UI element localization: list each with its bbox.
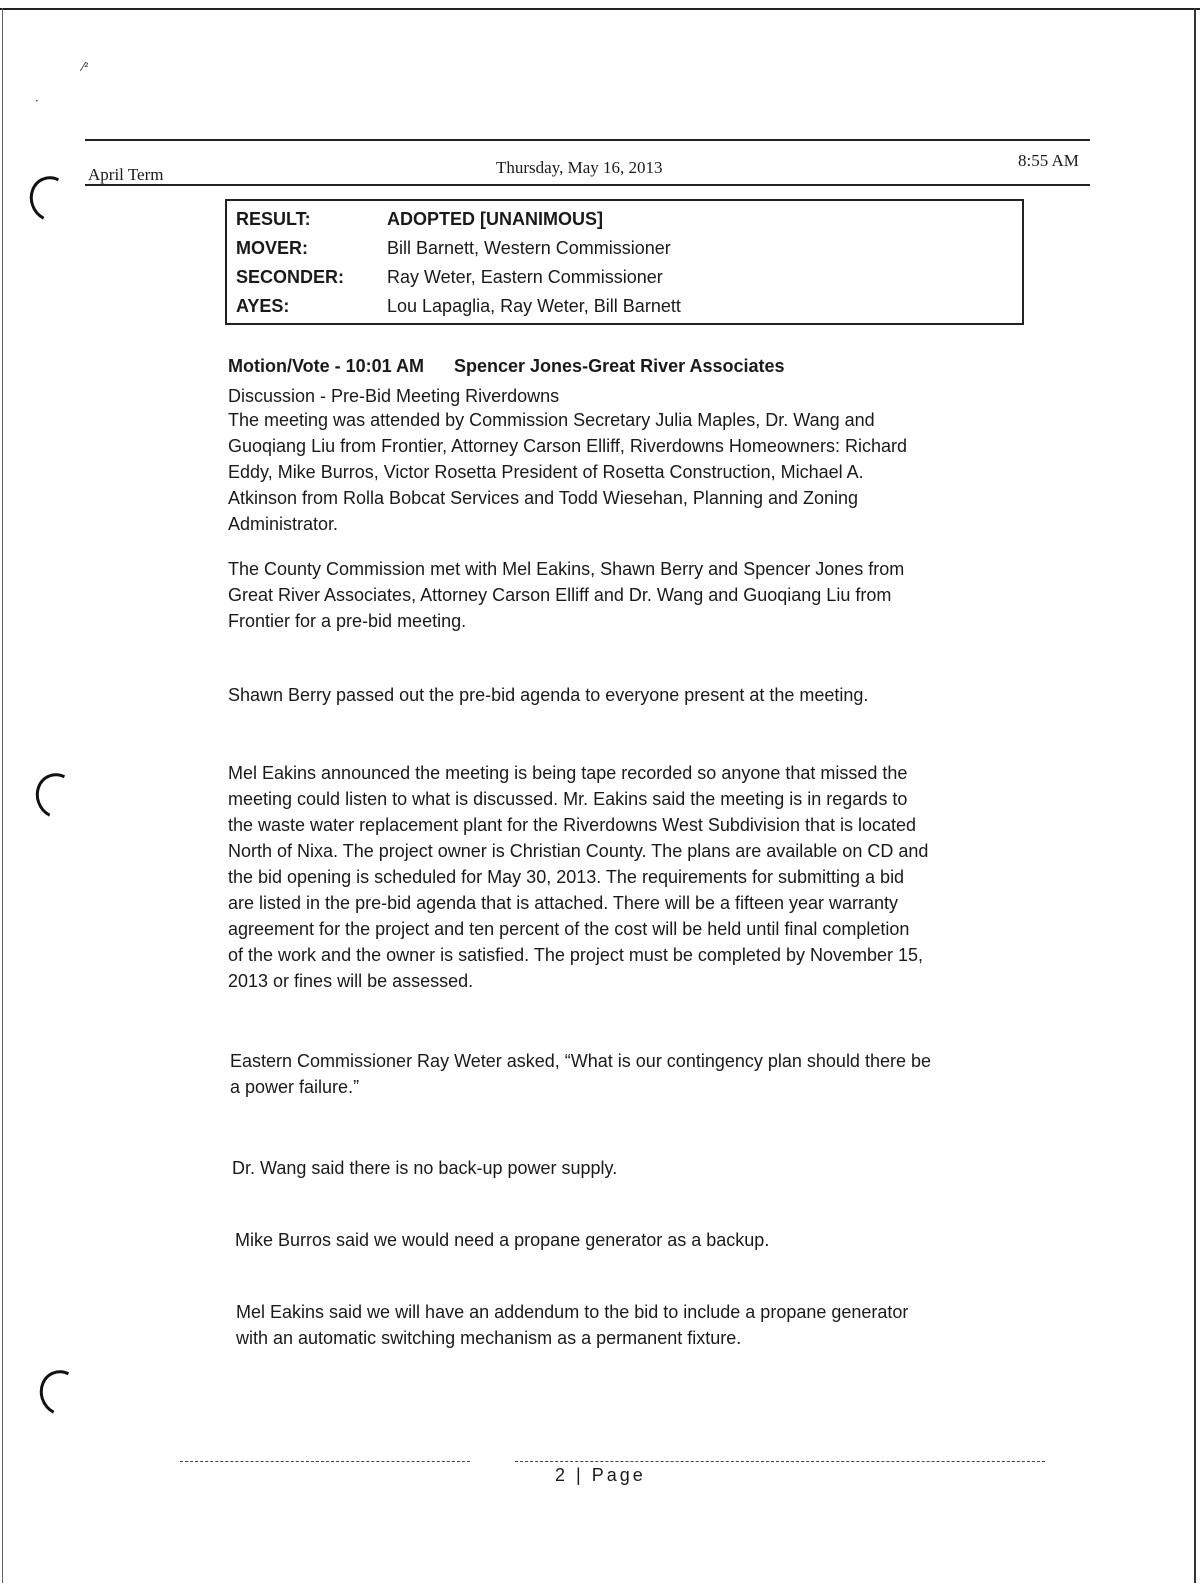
mover-row [227,238,1022,266]
mover-label: MOVER: [236,238,308,258]
ayes-row [227,296,1022,324]
footer-rule-left [180,1461,470,1462]
paragraph-attendees [228,407,907,537]
paragraph-weter-question [230,1048,931,1100]
header-rule-bottom [85,184,1090,186]
text-line: 2013 or fines will be assessed. [228,971,474,991]
motion-label: Motion/Vote - 10:01 AM [228,356,425,376]
text-line: the waste water replacement plant for the Riverdowns West Subdivision that is located [228,815,917,835]
paragraph-wang [232,1155,617,1181]
text-line: Mel Eakins announced the meeting is being tape recorded so anyone that missed the [228,763,908,783]
page-number: 2 | Page [555,1465,646,1485]
text-line: Mel Eakins said we will have an addendum to the bid to include a propane generator [236,1302,909,1322]
mover-value: Bill Barnett, Western Commissioner [387,238,671,258]
text-line: Eastern Commissioner Ray Weter asked, “What is our contingency plan should there be [230,1051,931,1071]
text-line: with an automatic switching mechanism as a permanent fixture. [236,1328,742,1348]
text-line: are listed in the pre-bid agenda that is attached. There will be a fifteen year warranty [228,893,899,913]
page-edge-right [1194,8,1196,1583]
text-line: the bid opening is scheduled for May 30, 2013. The requirements for submitting a bid [228,867,905,887]
ayes-value: Lou Lapaglia, Ray Weter, Bill Barnett [387,296,681,316]
discussion-line: Discussion - Pre-Bid Meeting Riverdowns [228,386,560,406]
punch-hole-bottom [33,1364,88,1422]
result-label: RESULT: [236,209,311,229]
text-line: of the work and the owner is satisfied. The project must be completed by November 15, [228,945,924,965]
text-line: Guoqiang Liu from Frontier, Attorney Carson Elliff, Riverdowns Homeowners: Richard [228,436,907,456]
punch-hole-middle [29,767,84,825]
header-rule-top [85,139,1090,141]
vote-result-box [225,199,1024,325]
text-line: agreement for the project and ten percent of the cost will be held until final completion [228,919,910,939]
paragraph-burros [235,1227,769,1253]
paragraph-commission-met [228,556,904,634]
text-line: Atkinson from Rolla Bobcat Services and Todd Wiesehan, Planning and Zoning [228,488,859,508]
text-line: Great River Associates, Attorney Carson Elliff and Dr. Wang and Guoqiang Liu from [228,585,892,605]
seconder-label: SECONDER: [236,267,345,287]
text-line: Administrator. [228,514,339,534]
text-line: Mike Burros said we would need a propane generator as a backup. [235,1230,770,1250]
text-line: a power failure.” [230,1077,360,1097]
motion-title: Spencer Jones-Great River Associates [454,356,785,376]
text-line: Shawn Berry passed out the pre-bid agenda to everyone present at the meeting. [228,685,869,705]
ayes-label: AYES: [236,296,290,316]
seconder-value: Ray Weter, Eastern Commissioner [387,267,663,287]
page-edge-left [2,8,3,1583]
page-edge-top [0,8,1200,10]
scan-speck-mark: ⁄² [82,60,89,74]
motion-heading [228,356,785,377]
header-time: 8:55 AM [1018,151,1079,170]
seconder-row [227,267,1022,295]
text-line: meeting could listen to what is discussed. Mr. Eakins said the meeting is in regards to [228,789,908,809]
text-line: The meeting was attended by Commission Secretary Julia Maples, Dr. Wang and [228,410,875,430]
scan-dot-mark: · [35,94,39,108]
paragraph-eakins-announcement [228,760,928,994]
result-value: ADOPTED [UNANIMOUS] [387,209,603,229]
result-row [227,209,1022,237]
header-date: Thursday, May 16, 2013 [496,158,663,177]
text-line: Frontier for a pre-bid meeting. [228,611,467,631]
punch-hole-top [23,170,78,228]
paragraph-agenda [228,682,868,708]
text-line: Dr. Wang said there is no back-up power supply. [232,1158,618,1178]
header-term: April Term [88,165,164,184]
footer-rule-right [515,1461,1045,1462]
paragraph-eakins-addendum [236,1299,908,1351]
text-line: The County Commission met with Mel Eakins, Shawn Berry and Spencer Jones from [228,559,905,579]
text-line: North of Nixa. The project owner is Christian County. The plans are available on CD and [228,841,929,861]
text-line: Eddy, Mike Burros, Victor Rosetta President of Rosetta Construction, Michael A. [228,462,864,482]
